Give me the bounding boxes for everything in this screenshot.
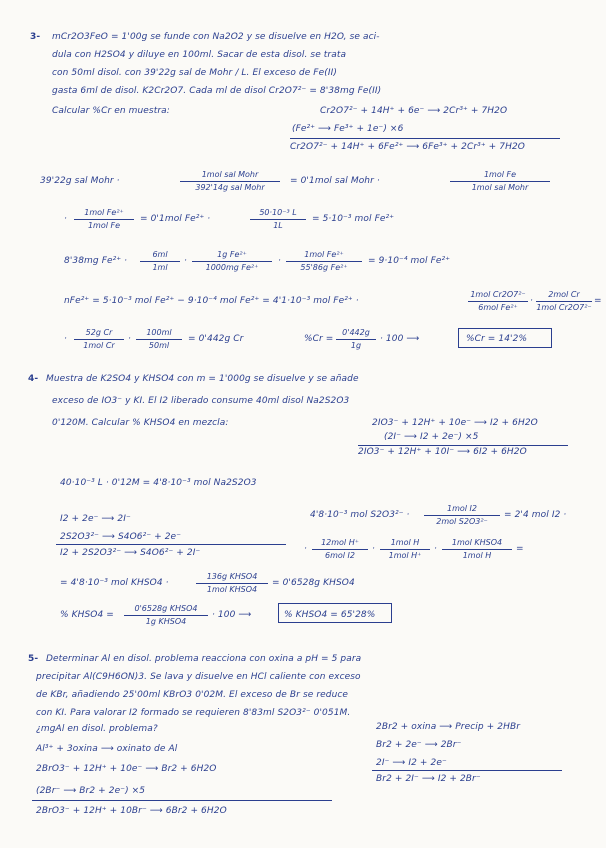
p3-calc1-lhs: 39'22g sal Mohr · [40,176,120,186]
problem-3-line-1: mCr2O3FeO = 1'00g se funde con Na2O2 y se disuelve en H2O, se aci- [52,32,380,42]
p4-calcC-f1-num: 136g KHSO4 [206,572,258,581]
p5-right-3: 2I⁻ ⟶ I2 + 2e⁻ [376,758,447,768]
p3-calc2-fraction2 [250,208,306,231]
p3-calc1-fraction1 [180,170,280,193]
p4-calcB-dot1: · [372,544,375,554]
p3-calc5-tail: · 100 ⟶ [380,334,420,344]
p4-calcC-fraction [196,572,268,595]
problem-3-line-2: dula con H2SO4 y diluye en 100ml. Sacar de esta disol. se trata [52,50,347,60]
p4-reaction-rule [358,445,568,446]
p3-calc3-f1-num: 6ml [152,250,168,259]
p3-calc3-dot1: · [184,256,187,266]
p4-calcC-f1-den: 1mol KHSO4 [206,585,258,594]
problem-3-number: 3- [30,32,41,42]
p4-calcB-f2-num: 1mol H [390,538,420,547]
problem-5-number: 5- [28,654,39,664]
p3-calc4-f2-num: 2mol Cr [548,290,580,299]
p3-calc2-result: = 5·10⁻³ mol Fe²⁺ [312,214,395,224]
p3-calc3-f2-num: 1g Fe²⁺ [217,250,247,259]
p3-calc1-f1-den: 392'14g sal Mohr [195,183,265,192]
p4-reaction-inline: 2IO3⁻ + 12H⁺ + 10e⁻ ⟶ I2 + 6H2O [372,418,538,428]
p3-calc3-f2-den: 1000mg Fe²⁺ [205,263,259,272]
p3-calc1-mid: = 0'1mol sal Mohr · [290,176,380,186]
p4-calcB-fraction1 [312,538,368,561]
p4-calcB-f3-den: 1mol H [462,551,492,560]
p3-reaction-sum: Cr2O7²⁻ + 14H⁺ + 6Fe²⁺ ⟶ 6Fe³⁺ + 2Cr³⁺ + 7H2O [290,142,525,152]
p3-calc2-mid: = 0'1mol Fe²⁺ · [140,214,211,224]
p3-calc1-f2-num: 1mol Fe [483,170,517,179]
p3-calc5-f1-num: 52g Cr [85,328,113,337]
p3-calc2-f2-num: 50·10⁻³ L [259,208,297,217]
problem-3-line-4: gasta 6ml de disol. K2Cr2O7. Cada ml de disol Cr2O7²⁻ = 8'38mg Fe(II) [52,86,382,96]
p3-calc5-pct: %Cr = [304,334,334,344]
p4-calcA-f1-den: 2mol S2O3²⁻ [436,517,488,526]
p4-calcB-fraction3 [442,538,512,561]
p4-calcB-lhs: · [304,544,307,554]
p4-answer: % KHSO4 = 65'28% [284,610,376,620]
p3-calc3-lhs: 8'38mg Fe²⁺ · [64,256,128,266]
p5-right-1: 2Br2 + oxina ⟶ Precip + 2HBr [376,722,521,732]
p3-calc4-fraction2 [536,290,592,313]
p3-calc3-fraction2 [192,250,272,273]
p3-calc3-f3-num: 1mol Fe²⁺ [304,250,344,259]
p4-half-sum: I2 + 2S2O3²⁻ ⟶ S4O6²⁻ + 2I⁻ [60,548,201,558]
p3-calc5-lhs: · [64,334,67,344]
problem-5-line-1: Determinar Al en disol. problema reacciona con oxina a pH = 5 para [46,654,362,664]
p4-calcA-fraction [424,504,500,527]
p3-calc2-lhs: · [64,214,67,224]
p3-calc3-fraction1 [140,250,180,273]
p3-calc5-f2-num: 100ml [146,328,172,337]
p3-calc3-f1-den: 1ml [152,263,168,272]
p4-calcD-tail: · 100 ⟶ [212,610,252,620]
p4-calcD-f1-num: 0'6528g KHSO4 [134,604,198,613]
p3-calc4-fraction1 [468,290,528,313]
problem-3-line-5: Calcular %Cr en muestra: [52,106,170,116]
p3-calc3-fraction3 [286,250,362,273]
p4-reaction-sum: 2IO3⁻ + 12H⁺ + 10I⁻ ⟶ 6I2 + 6H2O [358,447,527,457]
p3-calc4-lhs: nFe²⁺ = 5·10⁻³ mol Fe²⁺ − 9·10⁻⁴ mol Fe²⁺ = 4'1·10⁻³ mol Fe²⁺ · [64,296,359,306]
p5-left-1: Al³⁺ + 3oxina ⟶ oxinato de Al [36,744,178,754]
problem-5-line-4: con KI. Para valorar I2 formado se requieren 8'83ml S2O3²⁻ 0'051M. [36,708,351,718]
p3-calc2-fraction1 [74,208,134,231]
problem-4-line-1: Muestra de K2SO4 y KHSO4 con m = 1'000g se disuelve y se añade [46,374,359,384]
problem-4-line-3: 0'120M. Calcular % KHSO4 en mezcla: [52,418,229,428]
p3-calc4-f1-den: 6mol Fe²⁺ [478,303,518,312]
p4-calcD-lhs: % KHSO4 = [60,610,114,620]
p4-calcC-lhs: = 4'8·10⁻³ mol KHSO4 · [60,578,169,588]
p4-calcB-result: = [516,544,524,554]
p3-calc5-f3-den: 1g [350,341,362,350]
p4-calcC-result: = 0'6528g KHSO4 [272,578,355,588]
p4-moles: 40·10⁻³ L · 0'12M = 4'8·10⁻³ mol Na2S2O3 [60,478,257,488]
p3-calc4-dot: · [530,296,533,306]
p4-calcB-f1-den: 6mol I2 [325,551,355,560]
p4-half-1: I2 + 2e⁻ ⟶ 2I⁻ [60,514,131,524]
p3-calc2-f2-den: 1L [273,221,283,230]
p4-half-rule [56,544,286,545]
p3-answer: %Cr = 14'2% [466,334,528,344]
p3-calc5-fraction2 [136,328,182,351]
p3-calc1-fraction2 [450,170,550,193]
p5-left-4: 2BrO3⁻ + 12H⁺ + 10Br⁻ ⟶ 6Br2 + 6H2O [36,806,227,816]
p3-calc3-result: = 9·10⁻⁴ mol Fe²⁺ [368,256,451,266]
p4-calcB-f3-num: 1mol KHSO4 [451,538,503,547]
p3-calc5-f1-den: 1mol Cr [83,341,115,350]
problem-4-line-2: exceso de IO3⁻ y KI. El I2 liberado consume 40ml disol Na2S2O3 [52,396,350,406]
p4-calcA-result: = 2'4 mol I2 · [504,510,567,520]
p4-calcB-f2-den: 1mol H⁺ [388,551,422,560]
p3-calc5-fraction3 [336,328,376,351]
p4-calcD-f1-den: 1g KHSO4 [145,617,187,626]
p5-right-2: Br2 + 2e⁻ ⟶ 2Br⁻ [376,740,462,750]
problem-3-line-3: con 50ml disol. con 39'22g sal de Mohr / L. El exceso de Fe(II) [52,68,337,78]
p3-reaction-2: (Fe²⁺ ⟶ Fe³⁺ + 1e⁻) ×6 [292,124,404,134]
p5-right-4: Br2 + 2I⁻ ⟶ I2 + 2Br⁻ [376,774,481,784]
p5-left-rule [32,800,332,801]
p4-calcB-dot2: · [434,544,437,554]
p3-reaction-rule [290,138,560,139]
problem-5-line-2: precipitar Al(C9H6ON)3. Se lava y disuelve en HCl caliente con exceso [36,672,361,682]
p3-calc5-f3-num: 0'442g [342,328,370,337]
p5-right-rule [372,770,562,771]
p5-left-2: 2BrO3⁻ + 12H⁺ + 10e⁻ ⟶ Br2 + 6H2O [36,764,217,774]
p4-calcA-lhs: 4'8·10⁻³ mol S2O3²⁻ · [310,510,410,520]
p4-half-2: 2S2O3²⁻ ⟶ S4O6²⁻ + 2e⁻ [60,532,182,542]
p3-calc4-f2-den: 1mol Cr2O7²⁻ [536,303,592,312]
p3-calc5-mid: = 0'442g Cr [188,334,244,344]
p3-calc3-dot2: · [278,256,281,266]
problem-5-line-5: ¿mgAl en disol. problema? [36,724,158,734]
p3-calc1-f2-den: 1mol sal Mohr [471,183,529,192]
p3-calc1-f1-num: 1mol sal Mohr [201,170,259,179]
p3-calc4-result: = [594,296,602,306]
p3-calc2-f1-den: 1mol Fe [87,221,121,230]
p4-calcB-f1-num: 12mol H⁺ [321,538,359,547]
p4-calcA-f1-num: 1mol I2 [447,504,477,513]
problem-5-line-3: de KBr, añadiendo 25'00ml KBrO3 0'02M. El exceso de Br se reduce [36,690,349,700]
p3-calc5-dot: · [128,334,131,344]
p3-calc5-f2-den: 50ml [148,341,170,350]
problem-4-number: 4- [28,374,39,384]
p3-calc2-f1-num: 1mol Fe²⁺ [84,208,124,217]
p4-reaction-1: (2I⁻ ⟶ I2 + 2e⁻) ×5 [384,432,479,442]
p3-calc3-f3-den: 55'86g Fe²⁺ [300,263,348,272]
p3-calc5-fraction1 [74,328,124,351]
p3-reaction-1: Cr2O7²⁻ + 14H⁺ + 6e⁻ ⟶ 2Cr³⁺ + 7H2O [320,106,508,116]
p4-calcD-fraction [124,604,208,627]
p4-calcB-fraction2 [380,538,430,561]
p3-calc4-f1-num: 1mol Cr2O7²⁻ [470,290,526,299]
p5-left-3: (2Br⁻ ⟶ Br2 + 2e⁻) ×5 [36,786,146,796]
